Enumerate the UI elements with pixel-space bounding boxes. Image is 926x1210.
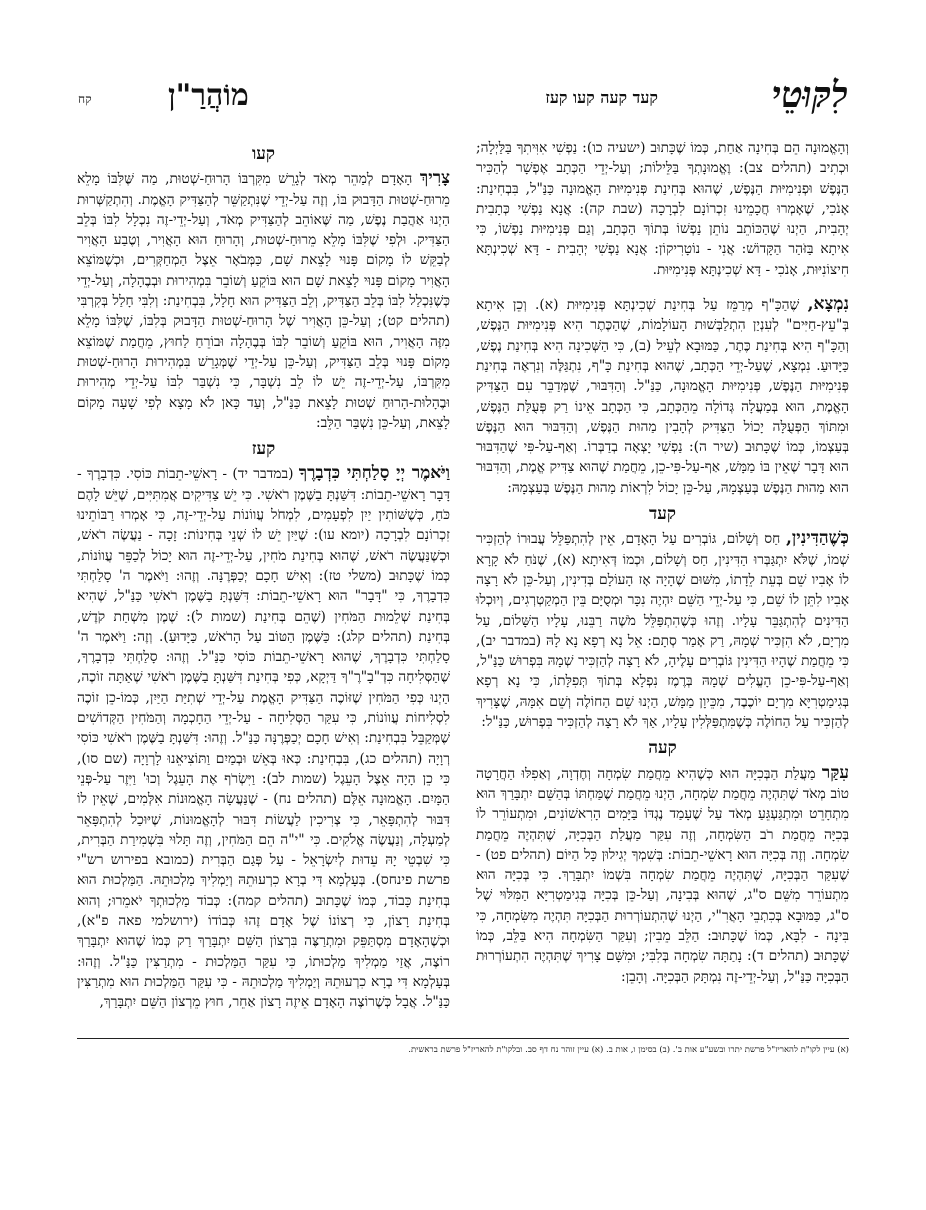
section-177-lead: וַיֹּאמֶר יְיָ סָלַחְתִּי כִּדְבָרֶךָ — [298, 463, 450, 484]
section-176-text — [77, 168, 450, 433]
section-title-174: קעד — [649, 504, 676, 525]
section-175-lead: עִקַּר — [821, 762, 849, 783]
footnotes: (א) עיין לקו"ת להאריז"ל פרשת יתרו ובשע"ע אות ב'. (ב) בסימן ו, אות ב. (א) עיין זוהר נח דף סב. ובלקו"ת להאריז"ל פרשת בראשית. — [408, 1045, 849, 1055]
section-numbers: קעד קעה קעו קעז — [545, 88, 658, 107]
section-176-body: הָאָדָם לְמַהֵר מְאֹד לְגָרֵשׁ מִקִּרְבּוֹ הָרוּחַ-שְׁטוּת, מַה שֶּׁלִּבּוֹ מָלֵא מֵרוּחַ-שְׁטוּת הַדָּבוּק בּוֹ, וְזֶה עַל-יְדֵי שֶׁנִּתְקַשֵּׁר לְהַצַּדִּיק הָאֱמֶת. וְהִתְקַשְּׁרוּת הַיְנוּ אַהֲבַת נֶפֶשׁ, מַה שֶּׁאוֹהֵב לְהַצַּדִּיק מְאֹד, וְעַל-יְדֵי-זֶה נִכְלָל לִבּוֹ בְּלֵב הַצַּדִּיק. וּלְפִי שֶׁלִּבּוֹ מָלֵא מֵרוּחַ-שְׁטוּת, וְהָרוּחַ הוּא הָאֲוִיר, וְטֶבַע הָאֲוִיר לְבַקֵּשׁ לוֹ מָקוֹם פָּנוּי לָצֵאת שָׁם, כַּמְּבֹאָר אֵצֶל הַמְחַקְּרִים, וּכְשֶׁמּוֹצֵא הָאֲוִיר מָקוֹם פָּנוּי לָצֵאת שָׁם הוּא בּוֹקֵעַ וְשׁוֹבֵר בִּמְהִירוּת וּבְבֶהָלָה, וְעַל-יְדֵי כְּשֶׁנִּכְלַל לִבּוֹ בְּלֵב הַצַּדִּיק, וְלֵב הַצַּדִּיק הוּא חָלָל, בִּבְחִינַת: וְלִבִּי חָלַל בְּקִרְבִּי (תהלים קט); וְעַל-כֵּן הָאֲוִיר שֶׁל הָרוּחַ-שְׁטוּת הַדָּבוּק בְּלִבּוֹ, שֶׁלִּבּוֹ מָלֵא מִזֶּה הָאֲוִיר, הוּא בּוֹקֵעַ וְשׁוֹבֵר לִבּוֹ בְּבֶהָלָה וּבוֹרֵחַ לַחוּץ, מֵחֲמַת שֶׁמּוֹצֵא מָקוֹם פָּנוּי בְּלֵב הַצַּדִּיק, וְעַל-כֵּן עַל-יְדֵי שֶׁמְּגָרֵשׁ בִּמְהִירוּת הָרוּחַ-שְׁטוּת מִקִּרְבּוֹ, עַל-יְדֵי-זֶה יֵשׁ לוֹ לֵב נִשְׁבָּר, כִּי נִשְׁבַּר לִבּוֹ עַל-יְדֵי מְהִירוּת וּבֶהָלוּת-הָרוּחַ שְׁטוּת לָצֵאת כַּנַּ"ל, וְעַד כָּאן לֹא מָצָא לְפִי שָׁעָה מָקוֹם לָצֵאת, וְעַל-כֵּן נִשְׁבַּר הַלֵּב: — [77, 171, 450, 431]
paragraph-nimtza — [476, 294, 849, 498]
book-name: מוֹהֲרַ"ן — [168, 78, 249, 113]
section-174-lead: כְּשֶׁהַדִּינִין, — [786, 528, 849, 549]
intro-paragraph: וְהָאֱמוּנָה הֵם בְּחִינָה אַחַת, כְּמוֹ שֶׁכָּתוּב (ישעיה כו): נַפְשִׁי אִוִּיתִךָ בַּלַּיְלָה; וּכְתִיב (תהלים צב): וֶאֱמוּנָתְךָ בַּלֵּילוֹת; וְעַל-יְדֵי הַכְּתָב אֶפְשָׁר לְהַכִּיר הַנֶּפֶשׁ וּפְנִימִיּוּת הַנֶּפֶשׁ, שֶׁהוּא בְּחִינַת פְּנִימִיּוּת הָאֱמוּנָה כַּנַּ"ל, בִּבְחִינַת: אָנֹכִי, שֶׁאָמְרוּ חֲכָמֵינוּ זִכְרוֹנָם לִבְרָכָה (שבת קה): אֲנָא נַפְשִׁי כְּתָבִית יְהָבִית, הַיְנוּ שֶׁהַכּוֹתֵב נוֹתֵן נַפְשׁוֹ בְּתוֹךְ הַכְּתָב, וְגַם פְּנִימִיּוּת נַפְשׁוֹ, כִּי אִיתָא בַּזֹּהַר הַקָּדוֹשׁ: אֲנִי - נוֹטָרִיקוֹן: אֲנָא נַפְשִׁי יְהָבִית - דָּא שְׁכִינְתָּא חִיצוֹנִיּוּת, אָנֹכִי - דָּא שְׁכִינְתָּא פְּנִימִיּוּת. — [476, 140, 849, 278]
footnote-divider — [77, 1038, 849, 1039]
section-175-body: מַעֲלַת הַבְּכִיָּה הוּא כְּשֶׁהִיא מֵחֲמַת שִׂמְחָה וְחֶדְוָה, וְאַפִלּוּ הַחֲרָטָה טוֹב מְאֹד שֶׁתִּהְיֶה מֵחֲמַת שִׂמְחָה, הַיְנוּ מֵחֲמַת שֶׁמַּחְתּוֹ בְּהַשֵּׁם יִתְבָּרַךְ הוּא מִתְחָרֵט וּמִתְגַּעְגֵּעַ מְאֹד עַל שֶׁעָמַד נֶגְדּוֹ בַּיָּמִים הָרִאשׁוֹנִים, וּמִתְעוֹרֵר לוֹ בְּכִיָּה מֵחֲמַת רֹב הַשִּׂמְחָה, וְזֶה עִקַּר מַעֲלַת הַבְּכִיָּה, שֶׁתִּהְיֶה מֵחֲמַת שִׂמְחָה. וְזֶה בְּכִיָּה הוּא רָאשֵׁי-תֵבוֹת: בְּשִׁמְךָ יְגִילוּן כָּל הַיּוֹם (תהלים פט) - שֶׁעִקַּר הַבְּכִיָּה, שֶׁתִּהְיֶה מֵחֲמַת שִׂמְחָה בִּשְׁמוֹ יִתְבָּרַךְ. כִּי בְּכִיָּה הוּא מִתְעוֹרֵר מִשֵּׁם ס"ג, שֶׁהוּא בְּבִינָה, וְעַל-כֵּן בְּכִיָּה בְּגִימַטְרִיָּא הַמִּלּוּי שֶׁל ס"ג, כַּמּוּבָא בְּכִתְבֵי הָאֲרִ"י, הַיְנוּ שֶׁהִתְעוֹרְרוּת הַבְּכִיָּה תִּהְיֶה מִשִּׂמְחָה, כִּי בִּינָה - לִבָּא, כְּמוֹ שֶׁכָּתוּב: הַלֵּב מֵבִין; וְעִקַּר הַשִּׂמְחָה הִיא בַּלֵּב, כְּמוֹ שֶׁכָּתוּב (תהלים ד): נָתַתָּה שִׂמְחָה בְּלִבִּי; וּמִשָּׁם צָרִיךְ שֶׁתִּהְיֶה הִתְעוֹרְרוּת הַבְּכִיָּה כַּנַּ"ל, וְעַל-יְדֵי-זֶה נִמְתָּק הַבְּכִיָּה. וְהָבֵן: — [476, 765, 849, 985]
book-title: לִקּוּטֵי — [771, 74, 848, 116]
running-header — [78, 70, 848, 130]
section-177-text — [77, 463, 450, 1012]
section-title-175: קעה — [648, 738, 677, 759]
section-174-text — [476, 528, 849, 732]
paragraph-lead: נִמְצָא, — [807, 294, 849, 315]
section-title-176: קעו — [251, 144, 276, 164]
page-number: קח — [78, 92, 92, 106]
right-column — [476, 138, 849, 987]
left-column — [77, 138, 450, 1012]
section-title-177: קעז — [251, 439, 276, 460]
section-174-body: חַס וְשָׁלוֹם, גּוֹבְרִים עַל הָאָדָם, אֵין לְהִתְפַּלֵּל עֲבוּרוֹ לְהַזְכִּיר שְׁמוֹ, שֶׁלֹּא יִתְגַּבְּרוּ הַדִּינִין, חַס וְשָׁלוֹם, וּכְמוֹ דְּאִיתָא (א), שֶׁנֹּחַ לֹא קָרָא לוֹ אָבִיו שֵׁם בְּעֵת לֵדָתוֹ, מִשּׁוּם שֶׁהָיָה אָז הָעוֹלָם בְּדִינִין, וְעַל-כֵּן לֹא רָצָה אָבִיו לִתֵּן לוֹ שֵׁם, כִּי עַל-יְדֵי הַשֵּׁם יִהְיֶה נִכָּר וּמְסֻיָּם בֵּין הַמְקַטְרְגִים, וְיוּכְלוּ הַדִּינִים לְהִתְגַּבֵּר עָלָיו. וְזֶהוּ כְּשֶׁהִתְפַּלֵּל מֹשֶׁה רַבֵּנוּ, עָלָיו הַשָּׁלוֹם, עַל מִרְיָם, לֹא הִזְכִּיר שְׁמָהּ, רַק אָמַר סְתָם: אֵל נָא רְפָא נָא לָהּ (במדבר יב), כִּי מֵחֲמַת שֶׁהָיוּ הַדִּינִין גּוֹבְרִים עָלֶיהָ, לֹא רָצָה לְהַזְכִּיר שְׁמָהּ בִּפְרוּשׁ כַּנַּ"ל, וְאַף-עַל-פִּי-כֵן הָעֱלִים שְׁמָהּ בְּרֶמֶז נִפְלָא בְּתוֹךְ תְּפִלָּתוֹ, כִּי נָא רְפָא בְּגִימַטְרִיָּא מִרְיָם יוֹכֶבֶד, מִכֵּיוָן מַמָּשׁ, הַיְנוּ שֵׁם הַחוֹלֶה וְשֵׁם אִמָּהּ, שֶׁצָּרִיךְ לְהַזְכִּיר עַל הַחוֹלֶה כְּשֶׁמִּתְפַּלְּלִין עָלָיו, אַךְ לֹא רָצָה לְהַזְכִּיר בִּפְרוּשׁ, כַּנַּ"ל: — [476, 531, 849, 731]
section-176-lead: צָרִיךְ — [419, 168, 450, 189]
section-177-body: (במדבר יד) - רָאשֵׁי-תֵבוֹת כּוֹסִי. כִּדְבָרֶךָ - דָּבָר רָאשֵׁי-תֵבוֹת: דִּשַּׁנְתָּ בַשֶּׁמֶן רֹאשִׁי. כִּי יֵשׁ צַדִּיקִים אֲמִתִּיִּים, שֶׁיֵּשׁ לָהֶם כֹּחַ, כְּשֶׁשּׁוֹתִין יַיִן לִפְעָמִים, לִמְחֹל עֲווֹנוֹת עַל-יְדֵי-זֶה, כִּי אָמְרוּ רַבּוֹתֵינוּ זִכְרוֹנָם לִבְרָכָה (יומא עו): שֶׁיַּיִן יֵשׁ לוֹ שְׁנֵי בְּחִינוֹת: זָכָה - נַעֲשֶׂה רֹאשׁ, וּכְשֶׁנַּעֲשֶׂה רֹאשׁ, שֶׁהוּא בְּחִינַת מֹחִין, עַל-יְדֵי-זֶה הוּא יָכוֹל לְכַפֵּר עֲווֹנוֹת, כְּמוֹ שֶׁכָּתוּב (משלי טז): וְאִישׁ חָכָם יְכַפְּרֶנָּה. וְזֶהוּ: וַיֹּאמֶר ה' סָלַחְתִּי כִּדְבָרֶךָ, כִּי "דָּבָר" הוּא רָאשֵׁי-תֵבוֹת: דִּשַּׁנְתָּ בַשֶּׁמֶן רֹאשִׁי כַּנַּ"ל, שֶׁהִיא בְּחִינַת שְׁלֵמוּת הַמֹּחִין (שֶׁהֵם בְּחִינַת (שמות ל): שֶׁמֶן מִשְׁחַת קֹדֶשׁ, בְּחִינַת (תהלים קלג): כַּשֶּׁמֶן הַטּוֹב עַל הָרֹאשׁ, כַּיָּדוּעַ). וְזֶה: וַיֹּאמֶר ה' סָלַחְתִּי כִּדְבָרֶךָ, שֶׁהוּא רָאשֵׁי-תֵבוֹת כּוֹסִי כַּנַּ"ל. וְזֶהוּ: סָלַחְתִּי כִּדְבָרֶךָ, שֶׁהַסְּלִיחָה כִּדְ"בָ"רֶ"ךָ דַּיְקָא, כְּפִי בְּחִינַת דִּשַּׁנְתָּ בַשֶּׁמֶן רֹאשִׁי שֶׁאַתָּה זוֹכֶה, הַיְנוּ כְּפִי הַמֹּחִין שֶׁזּוֹכֶה הַצַּדִּיק הָאֱמֶת עַל-יְדֵי שְׁתִיַּת הַיַּיִן, כְּמוֹ-כֵן זוֹכֶה לִסְלִיחוֹת עֲווֹנוֹת, כִּי עִקַּר הַסְּלִיחָה - עַל-יְדֵי הַחָכְמָה וְהַמֹּחִין הַקְּדוֹשִׁים שֶׁמְּקַבֵּל בִּבְחִינַת: וְאִישׁ חָכָם יְכַפְּרֶנָּה כַּנַּ"ל. וְזֶהוּ: דִּשַּׁנְתָּ בַשֶּׁמֶן רֹאשִׁי כּוֹסִי רְוָיָה (תהלים כג), בִּבְחִינַת: כְּאוּ בְּאֵשׁ וּבְמַיִם וַתּוֹצִיאֵנוּ לָרְוָיָה (שם סו), כִּי כֵן הָיָה אֵצֶל הָעֵגֶל (שמות לב): וַיִּשְׂרֹף אֶת הָעֵגֶל וְכוּ' וַיִּזֶר עַל-פְּנֵי הַמָּיִם. הָאֱמוּנָה אֵלֶּם (תהלים נח) - שֶׁנַּעֲשָׂה הָאֱמוּנוֹת אִלְּמִים, שֶׁאֵין לוֹ דִּבּוּר לְהִתְפָּאֵר, כִּי צְרִיכִין לַעֲשׂוֹת דִּבּוּר לְהָאֱמוּנוֹת, שֶׁיּוּכַל לְהִתְפָּאֵר לְמַעְלָה, וְנַעֲשֶׂה אֱלֹקִים. כִּי "י"ה הֵם הַמֹּחִין, וְזֶה תָּלוּי בִּשְׁמִירַת הַבְּרִית, כִּי שִׁבְטֵי יָהּ עֵדוּת לְיִשְׂרָאֵל - עַל פְּגַם הַבְּרִית (כמובא בפירוש רש"י פרשת פינחס). בְּעָלְמָא דִּי בְרָא כִרְעוּתֵהּ וְיַמְלִיךְ מַלְכוּתֵהּ. הַמַּלְכוּת הוּא בְּחִינַת כָּבוֹד, כְּמוֹ שֶׁכָּתוּב (תהלים קמה): כְּבוֹד מַלְכוּתְךָ יֹאמֵרוּ; וְהוּא בְּחִינַת רָצוֹן, כִּי רְצוֹנוֹ שֶׁל אָדָם זֶהוּ כְּבוֹדוֹ (ירושלמי פאה פ"א), וּכְשֶׁהָאָדָם מִסְתַּפֵּק וּמִתְרַצֶּה בִּרְצוֹן הַשֵּׁם יִתְבָּרַךְ רַק כְּמוֹ שֶׁהוּא יִתְבָּרַךְ רוֹצֶה, אֲזַי מַמְלִיךְ מַלְכוּתוֹ, כִּי עִקַּר הַמַּלְכוּת - מִתְרַצִּין כַּנַּ"ל. וְזֶהוּ: בְּעָלְמָא דִּי בְרָא כִרְעוּתֵהּ וְיַמְלִיךְ מַלְכוּתֵהּ - כִּי עִקַּר הַמַּלְכוּת הוּא מִתְרַצִּין כַּנַּ"ל. אֲבָל כְּשֶׁרוֹצֶה הָאָדָם אֵיזֶה רָצוֹן אַחֵר, חוּץ מֵרְצוֹן הַשֵּׁם יִתְבָּרַךְ, — [77, 466, 450, 1011]
paragraph-body: שֶׁהַכָּ"ף מְרַמֵּז עַל בְּחִינַת שְׁכִינְתָּא פְּנִימִיּוּת (א). וְכֵן אִיתָא בְּ"עֵץ-חַיִּים" לְעִנְיַן הִתְלַבְּשׁוּת הָעוֹלָמוֹת, שֶׁהַכֶּתֶר הִיא פְּנִימִיּוּת הַנֶּפֶשׁ, וְהַכָּ"ף הִיא בְּחִינַת כֶּתֶר, כַּמּוּבָא לְעֵיל (ב), כִּי הַשְּׁכִינָה הִיא בְּחִינַת נֶפֶשׁ, כַּיָּדוּעַ. נִמְצָא, שֶׁעַל-יְדֵי הַכְּתָב, שֶׁהוּא בְּחִינַת כָּ"ף, נִתְגַּלֶּה וְנִרְאֶה בְּחִינַת פְּנִימִיּוּת הַנֶּפֶשׁ, פְּנִימִיּוּת הָאֱמוּנָה, כַּנַּ"ל. וְהַדִּבּוּר, שֶׁמְּדַבֵּר עִם הַצַּדִּיק הָאֱמֶת, הוּא בְּמַעֲלָה גְּדוֹלָה מֵהַכְּתָב, כִּי הַכְּתָב אֵינוֹ רַק פְּעֻלַּת הַנֶּפֶשׁ, וּמִתּוֹךְ הַפְּעֻלָּה יָכוֹל הַצַּדִּיק לְהָבִין מַהוּת הַנֶּפֶשׁ, וְהַדִּבּוּר הוּא הַנֶּפֶשׁ בְּעַצְמוֹ, כְּמוֹ שֶׁכָּתוּב (שיר ה): נַפְשִׁי יָצְאָה בְדַבְּרוֹ. וְאַף-עַל-פִּי שֶׁהַדִּבּוּר הוּא דָּבָר שֶׁאֵין בּוֹ מַמָּשׁ, אַף-עַל-פִּי-כֵן, מֵחֲמַת שֶׁהוּא צַדִּיק אֱמֶת, וְהַדִּבּוּר הוּא מַהוּת הַנֶּפֶשׁ בְּעַצְמָהּ, עַל-כֵּן יָכוֹל לִרְאוֹת מַהוּת הַנֶּפֶשׁ בְּעַצְמָהּ: — [476, 297, 850, 496]
section-175-text — [476, 763, 849, 987]
